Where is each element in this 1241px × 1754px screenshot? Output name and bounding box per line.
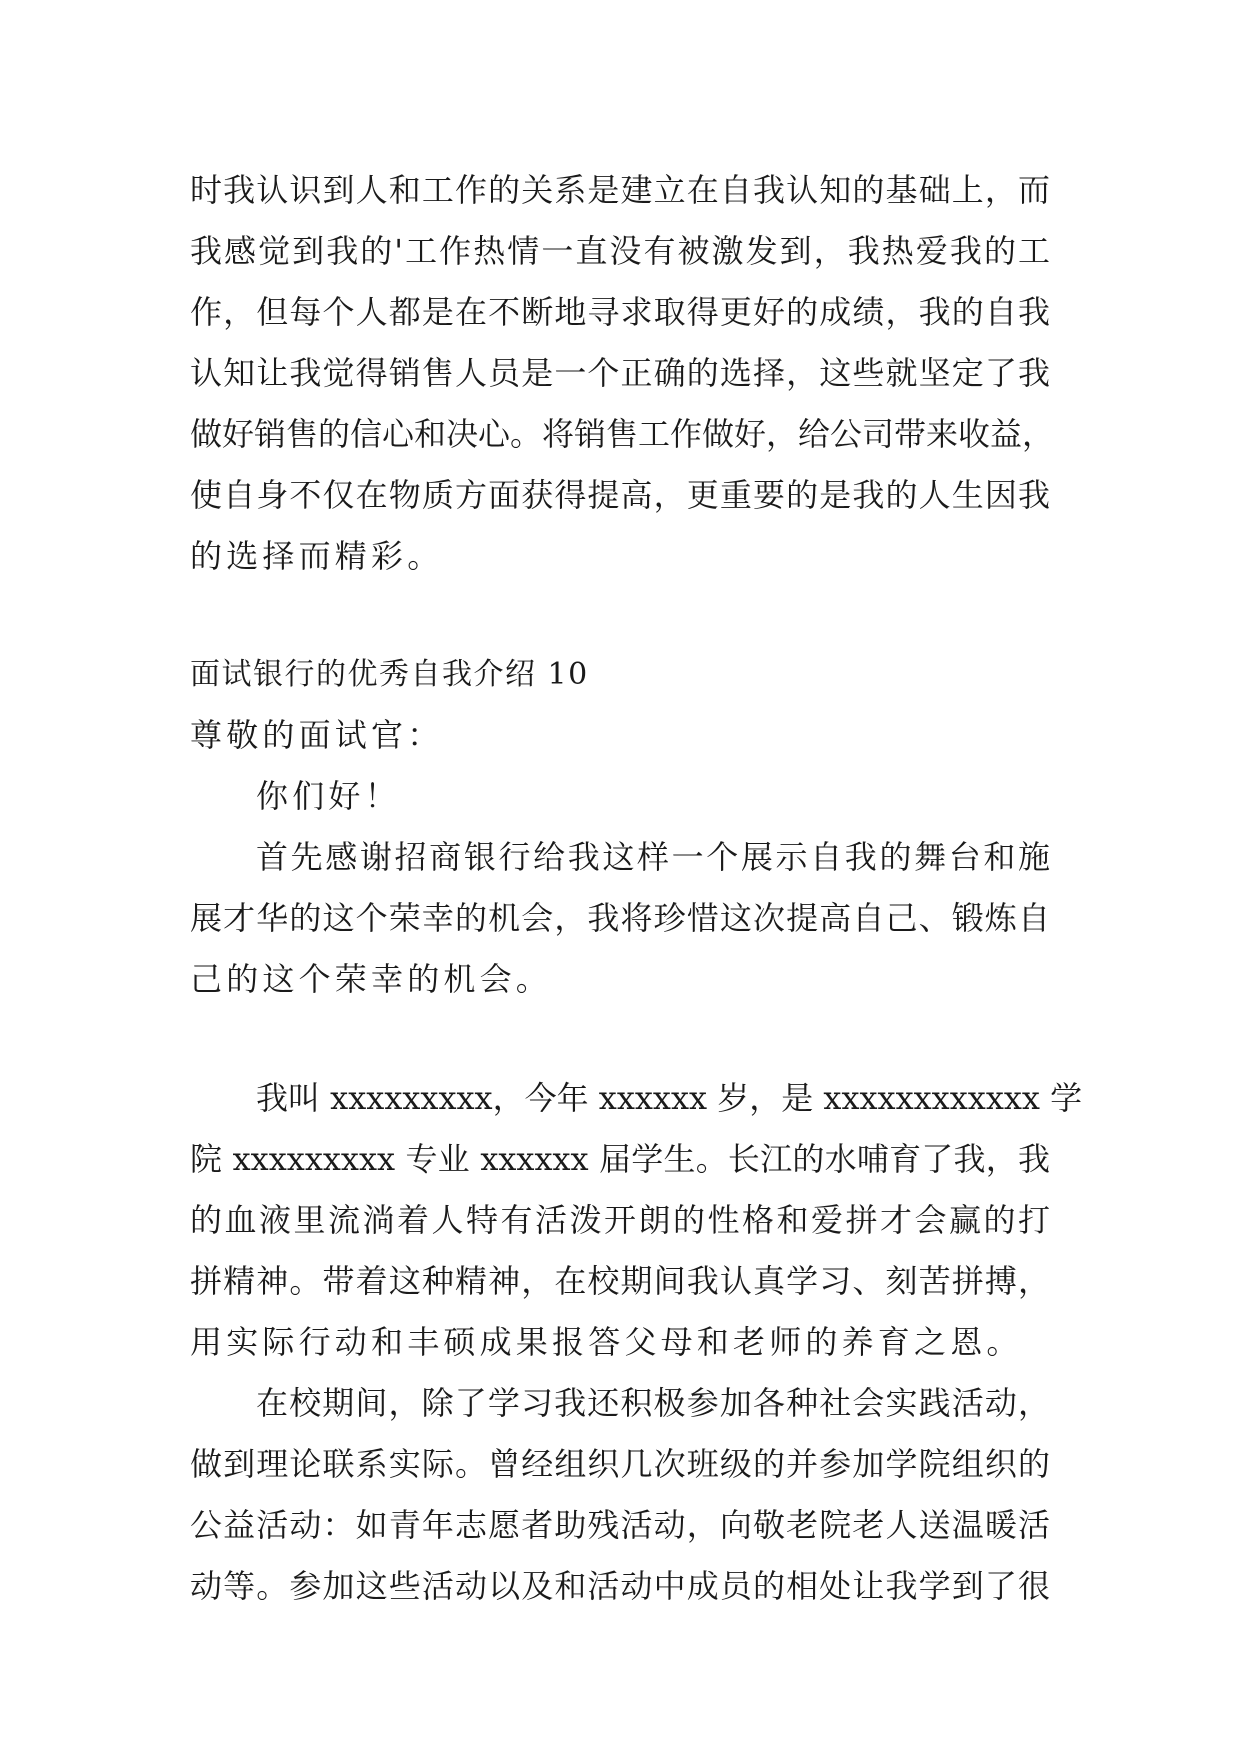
text-line: 认知让我觉得销售人员是一个正确的选择，这些就坚定了我 bbox=[190, 354, 1050, 392]
document-page bbox=[190, 160, 1083, 1617]
text-line: 院 xxxxxxxxx 专业 xxxxxx 届学生。长江的水哺育了我，我 bbox=[190, 1140, 1050, 1178]
text-line: 我叫 xxxxxxxxx，今年 xxxxxx 岁，是 xxxxxxxxxxxx 学 bbox=[256, 1079, 1083, 1117]
text-line: 使自身不仅在物质方面获得提高，更重要的是我的人生因我 bbox=[190, 476, 1050, 514]
greeting: 你们好！ bbox=[256, 777, 401, 815]
salutation: 尊敬的面试官： bbox=[190, 716, 444, 754]
text-line: 的选择而精彩。 bbox=[190, 537, 444, 575]
text-line: 时我认识到人和工作的关系是建立在自我认知的基础上，而 bbox=[190, 171, 1050, 209]
paragraph-continuation bbox=[190, 160, 1055, 587]
text-line: 公益活动：如青年志愿者助残活动，向敬老院老人送温暖活 bbox=[190, 1506, 1050, 1544]
text-line: 用实际行动和丰硕成果报答父母和老师的养育之恩。 bbox=[190, 1323, 1023, 1361]
text-line: 的血液里流淌着人特有活泼开朗的性格和爱拼才会赢的打 bbox=[190, 1201, 1050, 1239]
text-line: 首先感谢招商银行给我这样一个展示自我的舞台和施 bbox=[256, 838, 1050, 876]
text-line: 我感觉到我的'工作热情一直没有被激发到，我热爱我的工 bbox=[190, 232, 1050, 270]
text-line: 做好销售的信心和决心。将销售工作做好，给公司带来收益， bbox=[190, 415, 1055, 453]
text-line: 展才华的这个荣幸的机会，我将珍惜这次提高自己、锻炼自 bbox=[190, 899, 1050, 937]
text-line: 做到理论联系实际。曾经组织几次班级的并参加学院组织的 bbox=[190, 1445, 1050, 1483]
text-line: 在校期间，除了学习我还积极参加各种社会实践活动， bbox=[256, 1384, 1050, 1422]
text-line: 作，但每个人都是在不断地寻求取得更好的成绩，我的自我 bbox=[190, 293, 1050, 331]
section-title: 面试银行的优秀自我介绍 10 bbox=[190, 657, 589, 692]
paragraph-activities bbox=[190, 1373, 1050, 1617]
text-line: 动等。参加这些活动以及和活动中成员的相处让我学到了很 bbox=[190, 1567, 1050, 1605]
paragraph-introduction bbox=[190, 1068, 1083, 1373]
text-line: 己的这个荣幸的机会。 bbox=[190, 960, 553, 998]
paragraph-thanks bbox=[190, 827, 1050, 1010]
text-line: 拼精神。带着这种精神，在校期间我认真学习、刻苦拼搏， bbox=[190, 1262, 1050, 1300]
